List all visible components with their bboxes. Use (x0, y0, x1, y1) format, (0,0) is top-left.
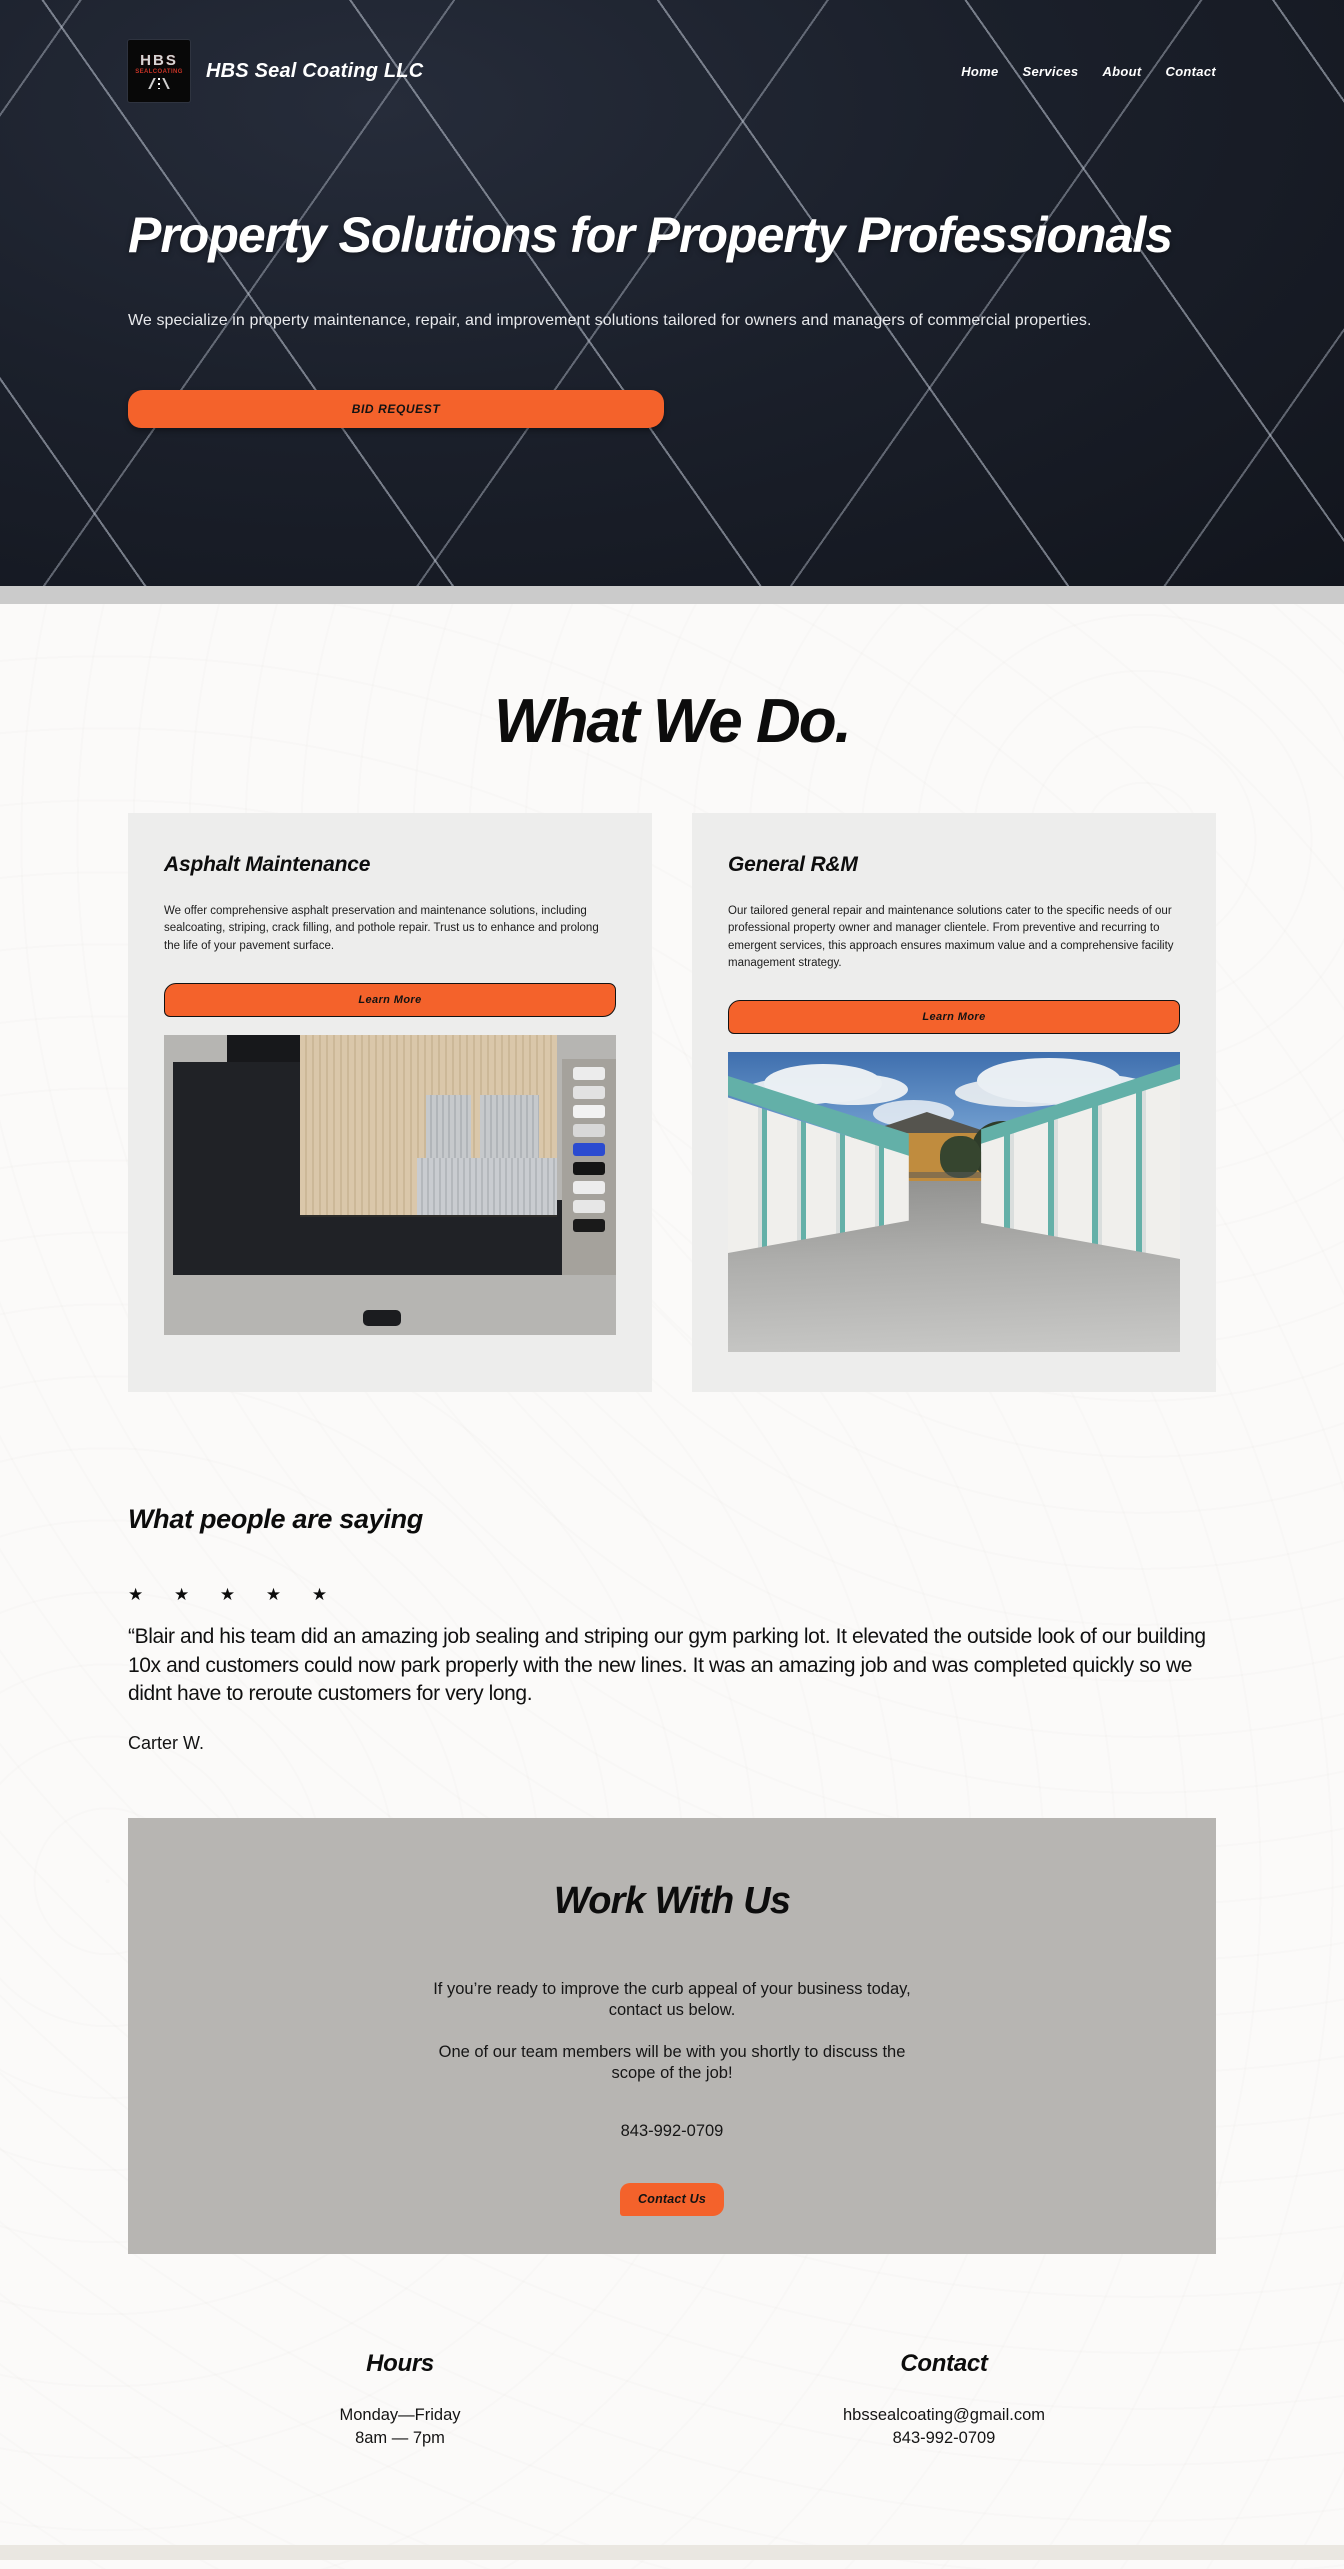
work-with-us-section (128, 1818, 1216, 2255)
nav-item-about[interactable]: About (1102, 63, 1142, 79)
contact-us-button[interactable]: Contact Us (620, 2183, 724, 2216)
work-with-us-line2: One of our team members will be with you shortly to discuss the scope of the job! (438, 2042, 906, 2082)
work-with-us-line1: If you’re ready to improve the curb appeal of your business today, contact us below. (433, 1979, 911, 2020)
divider-band (0, 586, 1344, 604)
card-asphalt-maintenance (128, 813, 652, 1392)
card-title: General R&M (728, 853, 858, 876)
learn-more-button-asphalt[interactable]: Learn More (164, 983, 616, 1017)
card-title: Asphalt Maintenance (164, 853, 371, 876)
nav-item-home[interactable]: Home (961, 63, 999, 79)
hours-lines (128, 2404, 672, 2449)
footer (128, 2350, 1216, 2569)
hero-title: Property Solutions for Property Professionals (128, 207, 1173, 263)
work-with-us-heading: Work With Us (553, 1879, 791, 1922)
nav-item-contact[interactable]: Contact (1165, 63, 1216, 79)
main-nav (961, 64, 1216, 79)
car (573, 1181, 604, 1194)
testimonial-heading: What people are saying (128, 1504, 423, 1534)
hours-heading: Hours (366, 2350, 434, 2378)
aerial-car-on-road (363, 1310, 401, 1326)
car (573, 1200, 604, 1213)
car (573, 1124, 604, 1137)
car (573, 1143, 604, 1156)
car (573, 1086, 604, 1099)
aerial-parked-cars (562, 1059, 616, 1275)
five-star-rating: ★ ★ ★ ★ ★ (128, 1585, 341, 1604)
hero-inner (0, 0, 1344, 428)
company-logo[interactable] (128, 40, 190, 102)
hero-subtitle: We specialize in property maintenance, repair, and improvement solutions tailored for owners and managers of commercial properties. (128, 312, 1092, 329)
service-cards (128, 813, 1216, 1392)
aerial-dark-patch (227, 1035, 304, 1065)
aerial-roof-gray-patch-1 (426, 1095, 471, 1158)
bid-request-button[interactable]: BID REQUEST (128, 390, 664, 428)
aerial-roof-gray-patch-3 (417, 1158, 557, 1215)
hours-times: 8am — 7pm (355, 2428, 445, 2447)
learn-more-button-general-rm[interactable]: Learn More (728, 1000, 1180, 1034)
bottom-strip (0, 2545, 1344, 2560)
aerial-roof-gray-patch-2 (480, 1095, 539, 1158)
nav-item-services[interactable]: Services (1022, 63, 1079, 79)
card-general-rm (692, 813, 1216, 1392)
logo-hbs-text: HBS (140, 52, 178, 69)
car (573, 1162, 604, 1175)
road-icon (146, 78, 172, 89)
site-header (128, 0, 1216, 102)
contact-phone: 843-992-0709 (892, 2428, 996, 2447)
testimonial-quote: “Blair and his team did an amazing job sealing and striping our gym parking lot. It elevated the outside look of our building 10x and customers could now park properly with the new lines. It was an amazing job and was completed quickly so we didnt have to reroute customers for very long. (128, 1625, 1206, 1706)
hours-days: Monday—Friday (339, 2406, 461, 2425)
brand (128, 40, 423, 102)
contact-lines (672, 2404, 1216, 2449)
testimonial-section (128, 1504, 1216, 1754)
road-dashes (158, 78, 160, 89)
car (573, 1067, 604, 1080)
work-with-us-phone: 843-992-0709 (620, 2122, 724, 2141)
contact-email[interactable]: hbssealcoating@gmail.com (842, 2406, 1045, 2425)
logo-sealcoating-text: SEALCOATING (135, 69, 183, 75)
road-line-left (147, 78, 156, 89)
company-name: HBS Seal Coating LLC (206, 59, 424, 82)
footer-contact-column (672, 2350, 1216, 2449)
car (573, 1219, 604, 1232)
footer-hours-column (128, 2350, 672, 2449)
car (573, 1105, 604, 1118)
aerial-parking-lot-image (164, 1035, 616, 1335)
card-body: We offer comprehensive asphalt preservation and maintenance solutions, including sealcoating, striping, crack filling, and pothole repair. Trust us to enhance and prolong the life of your pavement surface. (164, 905, 599, 952)
testimonial-author: Carter W. (128, 1732, 205, 1753)
main-content (0, 604, 1344, 2569)
card-body: Our tailored general repair and maintenance solutions cater to the specific needs of our professional property owner and manager clientele. From preventive and recurring to emergent services, this approach ensures maximum value and a comprehensive facility management strategy. (728, 905, 1174, 969)
what-we-do-heading: What We Do. (494, 687, 850, 756)
storage-units-image (728, 1052, 1180, 1352)
road-line-right (161, 78, 170, 89)
contact-heading: Contact (900, 2350, 988, 2378)
hero-section (0, 0, 1344, 586)
